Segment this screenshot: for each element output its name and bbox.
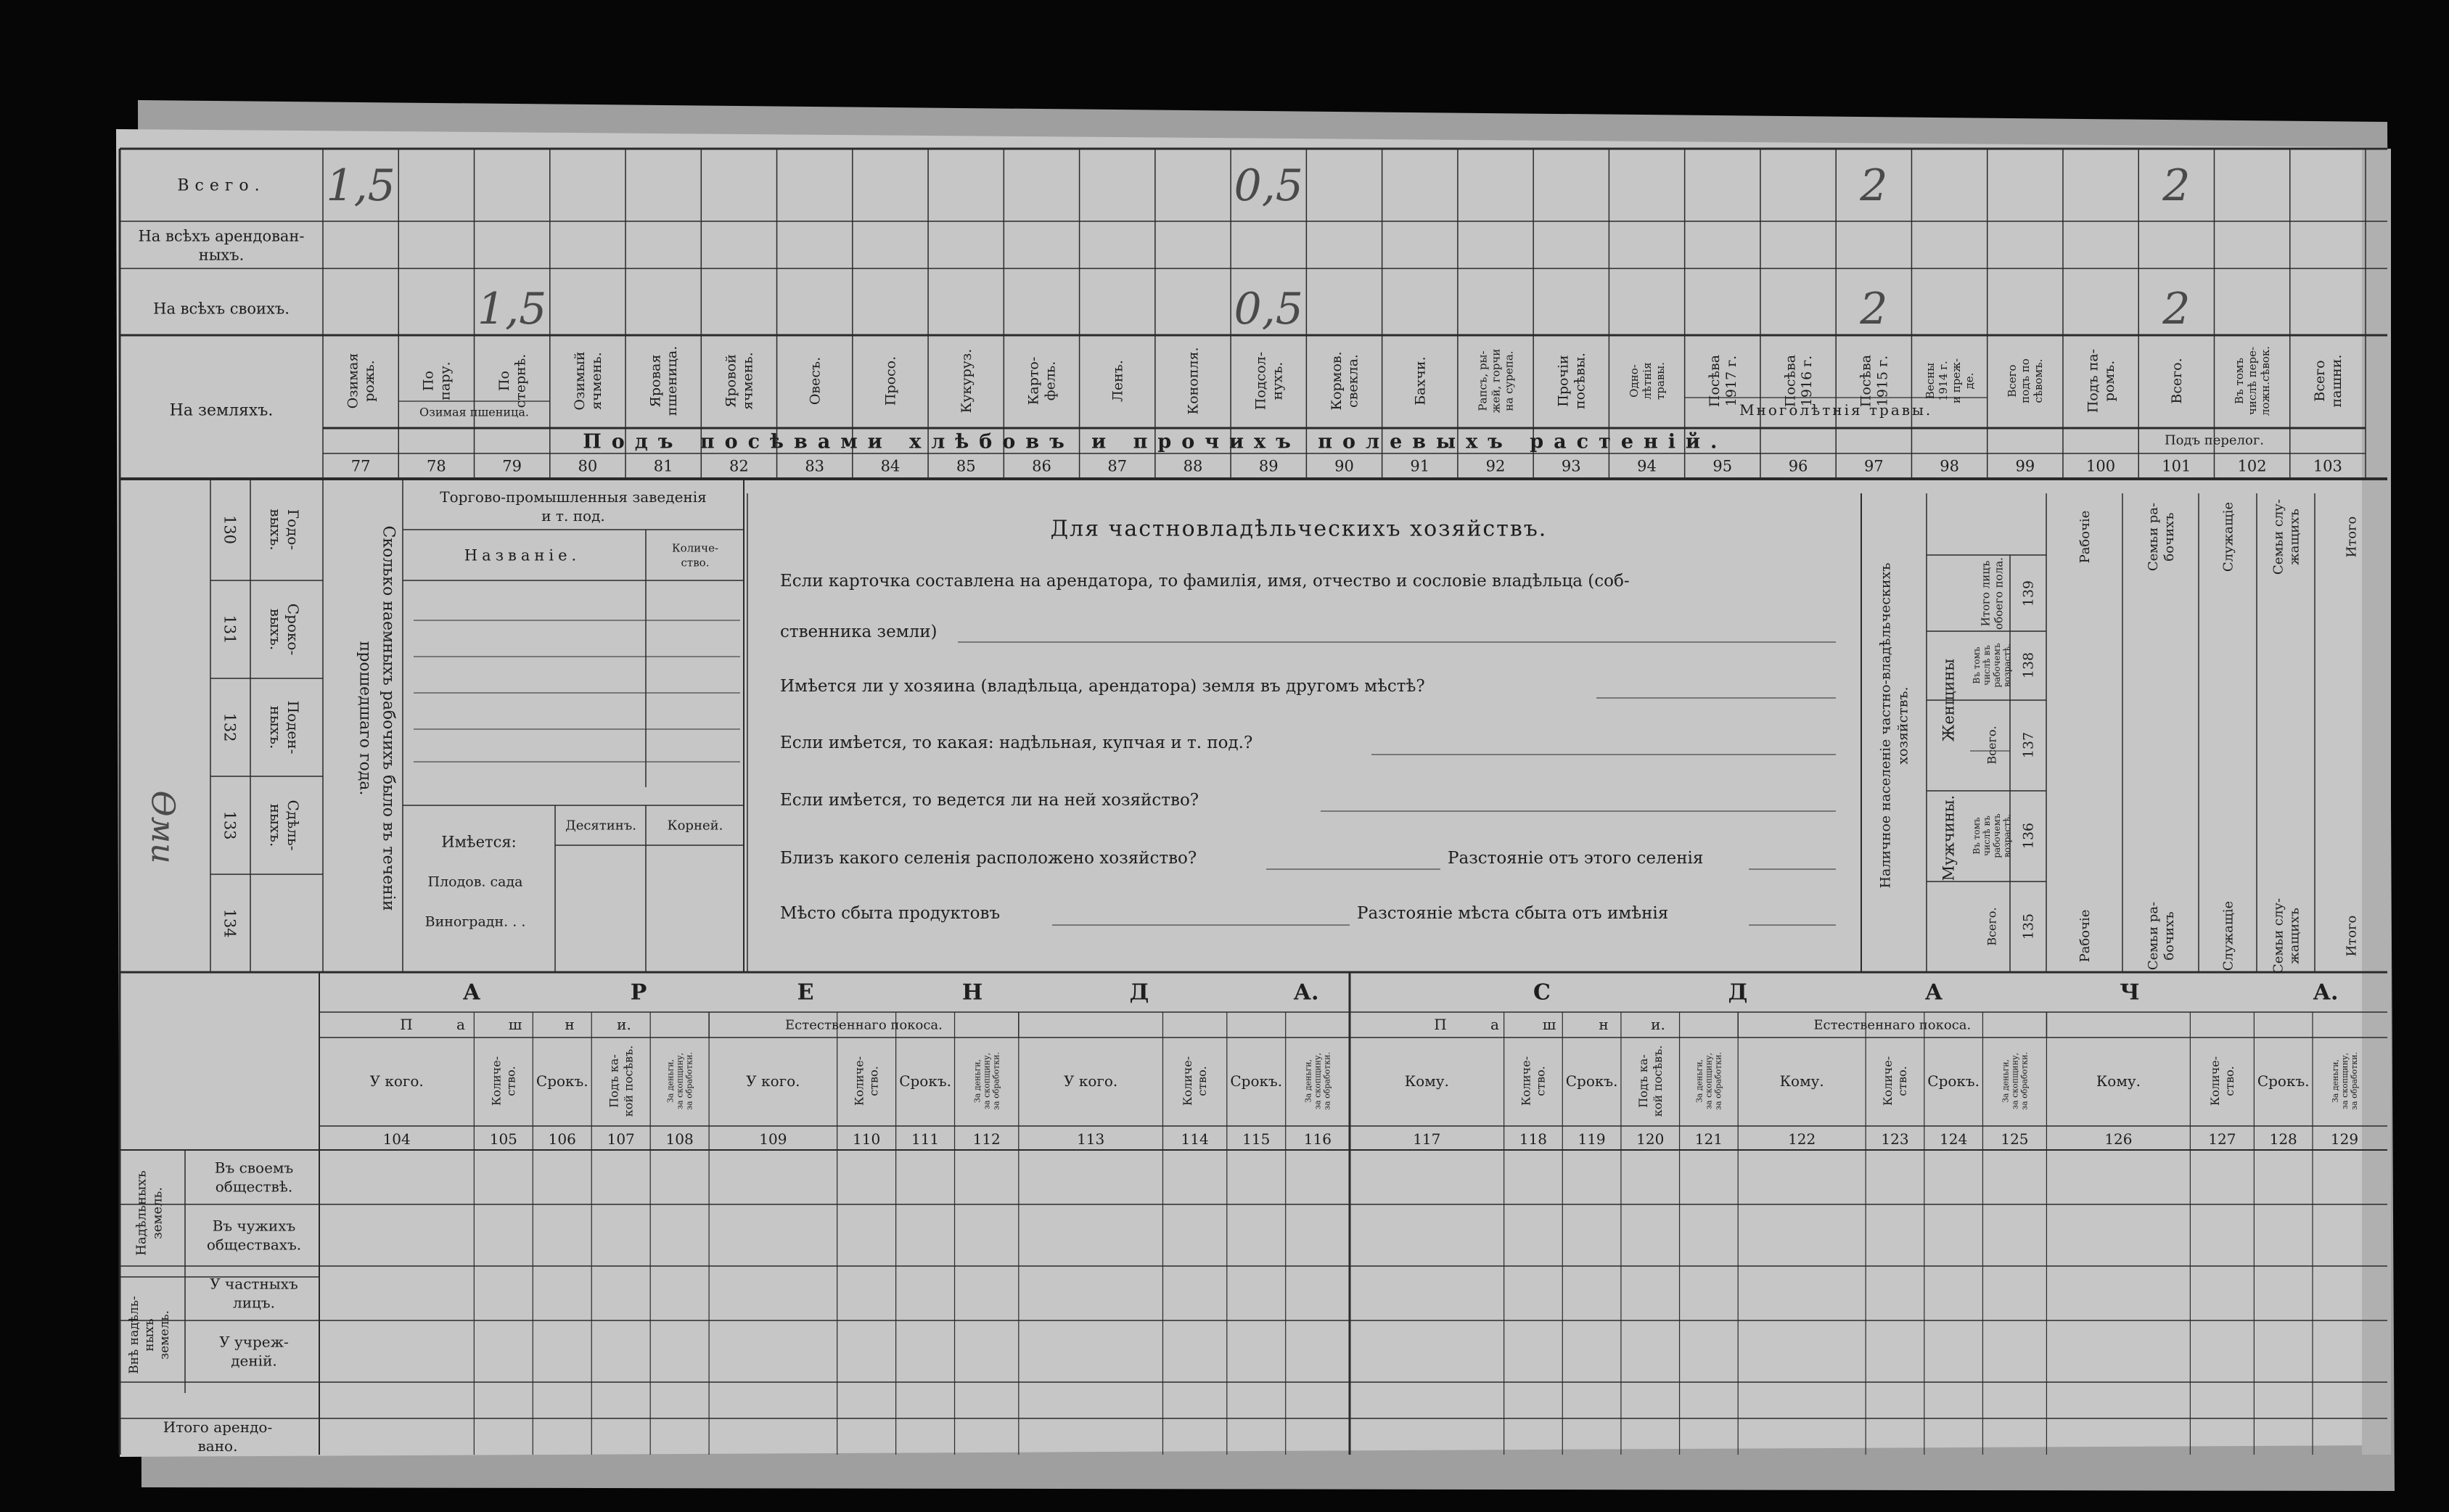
- arenda-col-head: Срокъ.: [1230, 1072, 1283, 1090]
- row-label: Въ чужихъ обществахъ.: [206, 1217, 302, 1254]
- col-num-87: 87: [1107, 457, 1128, 475]
- col-num-95: 95: [1712, 457, 1733, 475]
- arenda-letter: Н: [961, 979, 983, 1006]
- pop-col-bottom: Рабочіе: [2077, 909, 2093, 963]
- col-head-86: Карто-фель.: [1025, 356, 1059, 406]
- pop-num: 139: [2020, 580, 2037, 607]
- pokos-s: Естественнаго покоса.: [1813, 1017, 1972, 1033]
- arenda-col-num: 116: [1303, 1130, 1332, 1148]
- sdacha-col-num: 128: [2269, 1130, 2297, 1148]
- livestock-label: Годо-выхъ.: [267, 509, 302, 551]
- men-working: Въ томъчислѣ върабочемъвозрастѣ.: [1972, 813, 2013, 858]
- col-num-82: 82: [729, 457, 749, 475]
- desyatin-head: Десятинъ.: [565, 818, 636, 834]
- arenda-col-num: 112: [972, 1130, 1001, 1148]
- arenda-col-num: 107: [607, 1130, 635, 1148]
- arenda-col-num: 104: [382, 1130, 411, 1148]
- row-label-svoikh: На всѣхъ своихъ.: [153, 300, 290, 318]
- livestock-num: 134: [221, 908, 239, 938]
- col-num-78: 78: [427, 457, 446, 475]
- private-title: Для частновладѣльческихъ хозяйствъ.: [1050, 516, 1548, 542]
- row-label: У частныхъ лицъ.: [210, 1275, 298, 1312]
- col-head-92: Рапсъ, ры-жей, горчина сурепа.: [1476, 348, 1516, 414]
- col-num-102: 102: [2237, 457, 2267, 475]
- pop-num: 135: [2020, 913, 2037, 940]
- pashni-letter-s: П: [1434, 1016, 1447, 1033]
- sdacha-col-head: Количе-ство.: [1519, 1056, 1548, 1106]
- row-label-vsego: Всего.: [177, 176, 266, 195]
- row-label-na-zemlyakh: На земляхъ.: [169, 401, 274, 420]
- sdacha-letter: А: [1924, 979, 1943, 1006]
- sdacha-letter: С: [1533, 979, 1551, 1006]
- arenda-col-head: У кого.: [746, 1072, 800, 1090]
- vinograd-label: Виноградн. . .: [424, 913, 526, 930]
- col-num-96: 96: [1788, 457, 1808, 475]
- q-village: Близъ какого селенія расположено хозяйство?: [780, 849, 1197, 868]
- population-title: Наличное населеніе частно-владѣльческихъ хозяйствъ.: [1877, 562, 1911, 889]
- group-vne: Внѣ надѣль-ныхъземель.: [126, 1296, 172, 1374]
- col-head-83: Овесъ.: [807, 356, 824, 406]
- sdacha-letter: Ч: [2120, 979, 2140, 1006]
- pop-col-bottom: Семьи ра-бочихъ: [2145, 901, 2177, 971]
- women-working: Въ томъчислѣ върабочемъвозрастѣ.: [1972, 643, 2013, 688]
- sad-label: Плодов. сада: [427, 874, 523, 890]
- col-head-98: Весны1914 г.и преж-де.: [1923, 358, 1976, 404]
- arenda-col-head: Срокъ.: [899, 1072, 951, 1090]
- arenda-col-num: 114: [1181, 1130, 1209, 1148]
- row-label-arendovannykh: На всѣхъ арендован-ныхъ.: [138, 227, 305, 264]
- trade-qty-col: Количе-ство.: [671, 541, 719, 570]
- handwritten-value: 2: [2162, 284, 2191, 334]
- col-head-81: Яроваяпшеница.: [647, 345, 681, 416]
- sdacha-letter: А.: [2313, 979, 2339, 1006]
- sdacha-col-num: 120: [1636, 1130, 1665, 1148]
- livestock-num: 131: [221, 615, 239, 644]
- col-num-89: 89: [1258, 457, 1279, 475]
- col-head-79: Постернѣ.: [496, 353, 529, 408]
- col-num-77: 77: [350, 457, 371, 475]
- arenda-col-num: 113: [1077, 1130, 1105, 1148]
- arenda-col-head: Количе-ство.: [852, 1056, 881, 1106]
- handwritten-value: 0,5: [1234, 160, 1303, 211]
- col-num-99: 99: [2015, 457, 2035, 475]
- sdacha-col-num: 125: [2001, 1130, 2029, 1148]
- women-total: Всего.: [1985, 726, 1999, 765]
- col-head-101: Всего.: [2169, 358, 2186, 404]
- col-head-80: Озимыйячмень.: [572, 351, 604, 411]
- pashni-letter-a: и.: [617, 1016, 631, 1033]
- q-market: Мѣсто сбыта продуктовъ: [780, 904, 1001, 924]
- sdacha-col-num: 121: [1694, 1130, 1723, 1148]
- group-mnogoletnie: Многолѣтнія травы.: [1739, 401, 1933, 419]
- col-num-88: 88: [1183, 457, 1203, 475]
- col-num-94: 94: [1637, 457, 1657, 475]
- arenda-letter: Д: [1129, 979, 1149, 1006]
- pop-col-top: Семьи ра-бочихъ: [2145, 502, 2177, 572]
- sdacha-col-head: За деньги,за скопщину,за обработки.: [1694, 1052, 1723, 1110]
- sdacha-col-head: Срокъ.: [1565, 1072, 1618, 1090]
- sdacha-col-head: Срокъ.: [2257, 1072, 2310, 1090]
- col-num-103: 103: [2313, 457, 2342, 475]
- col-num-100: 100: [2086, 457, 2116, 475]
- arenda-col-num: 106: [548, 1130, 576, 1148]
- col-num-81: 81: [653, 457, 673, 475]
- sdacha-col-num: 118: [1519, 1130, 1548, 1148]
- col-head-90: Кормов.свекла.: [1328, 351, 1361, 411]
- col-num-90: 90: [1334, 457, 1354, 475]
- col-num-101: 101: [2162, 457, 2191, 475]
- band-title: Подъ посѣвами хлѣбовъ и прочихъ полевыхъ растеній.: [583, 430, 1728, 453]
- men-label: Мужчины.: [1940, 794, 1958, 882]
- handwritten-value: 1,5: [326, 160, 395, 211]
- row-label: У учреж-деній.: [219, 1333, 289, 1370]
- sdacha-col-num: 117: [1413, 1130, 1441, 1148]
- col-head-96: Посѣва1916 г.: [1782, 354, 1816, 408]
- sdacha-col-num: 123: [1881, 1130, 1909, 1148]
- arenda-col-num: 108: [665, 1130, 694, 1148]
- col-num-79: 79: [502, 457, 522, 475]
- arenda-col-num: 109: [759, 1130, 787, 1148]
- group-perelog: Подъ перелог.: [2164, 432, 2265, 448]
- arenda-col-head: У кого.: [369, 1072, 424, 1090]
- q-owner: Если карточка составлена на арендатора, то фамилія, имя, отчество и сословіе владѣльца (соб-: [780, 572, 1630, 591]
- handwritten-value: 2: [2162, 160, 2191, 211]
- sdacha-col-num: 127: [2208, 1130, 2236, 1148]
- col-head-97: Посѣва1915 г.: [1858, 354, 1891, 408]
- arenda-letter: А: [462, 979, 481, 1006]
- col-head-93: Прочіипосѣвы.: [1555, 352, 1588, 410]
- men-total: Всего.: [1985, 907, 1999, 946]
- col-num-86: 86: [1032, 457, 1051, 475]
- q-other-land: Имѣется ли у хозяина (владѣльца, арендатора) земля въ другомъ мѣстѣ?: [780, 677, 1425, 697]
- q-owner-2: ственника земли): [780, 623, 938, 642]
- col-num-80: 80: [578, 457, 598, 475]
- col-head-89: Подсол-нухъ.: [1252, 351, 1286, 411]
- pashni-letter-a: н: [565, 1016, 575, 1033]
- col-head-100: Подъ па-ромъ.: [2085, 348, 2118, 414]
- sdacha-letter: Д: [1728, 979, 1748, 1006]
- livestock-label: Сдѣль-ныхъ.: [267, 800, 302, 851]
- handwritten-value: 2: [1860, 284, 1888, 334]
- pashni-letter-a: П: [400, 1016, 413, 1033]
- col-head-95: Посѣва1917 г.: [1707, 354, 1739, 408]
- pop-num: 138: [2020, 652, 2037, 679]
- col-num-91: 91: [1410, 457, 1430, 475]
- row-label: Въ своемъ обществѣ.: [214, 1159, 294, 1196]
- col-head-99: Всегоподъ посѣвомъ.: [2006, 358, 2046, 403]
- arenda-col-num: 110: [853, 1130, 881, 1148]
- pop-col-bottom: Служащіе: [2220, 900, 2236, 971]
- livestock-num: 130: [221, 514, 239, 545]
- arenda-col-num: 105: [489, 1130, 517, 1148]
- col-num-93: 93: [1561, 457, 1581, 475]
- arenda-letter: Е: [797, 979, 814, 1006]
- pashni-letter-a: ш: [508, 1016, 522, 1033]
- pop-col-bottom: Итого: [2344, 915, 2360, 957]
- pokos-a: Естественнаго покоса.: [785, 1017, 943, 1033]
- col-head-103: Всегопашни.: [2312, 354, 2345, 408]
- col-num-97: 97: [1863, 457, 1884, 475]
- arenda-col-head: Количе-ство.: [1181, 1056, 1210, 1106]
- sdacha-col-head: За деньги,за скопщину,за обработки.: [2330, 1052, 2359, 1110]
- handwritten-value: 0,5: [1234, 284, 1303, 334]
- col-head-94: Одно-лѣтніятравы.: [1627, 362, 1667, 400]
- sdacha-col-head: Кому.: [2096, 1072, 2141, 1090]
- sdacha-col-num: 124: [1940, 1130, 1968, 1148]
- sdacha-col-num: 122: [1788, 1130, 1816, 1148]
- arenda-col-head: У кого.: [1064, 1072, 1118, 1090]
- arenda-col-num: 115: [1242, 1130, 1271, 1148]
- sdacha-col-head: Кому.: [1779, 1072, 1824, 1090]
- livestock-label: Сроко-выхъ.: [267, 603, 302, 656]
- col-head-82: Яровойячмень.: [723, 352, 756, 410]
- col-head-87: Ленъ.: [1109, 360, 1126, 402]
- pashni-letter-a: а: [456, 1016, 465, 1033]
- arenda-col-head: Подъ ка-кой посѣвъ.: [607, 1045, 636, 1117]
- q-village-dist: Разстояніе отъ этого селенія: [1448, 849, 1704, 868]
- q-farming: Если имѣется, то ведется ли на ней хозяйство?: [780, 791, 1199, 810]
- col-head-85: Кукуруз.: [958, 348, 975, 414]
- arenda-col-num: 111: [911, 1130, 940, 1148]
- col-num-98: 98: [1940, 457, 1959, 475]
- korney-head: Корней.: [667, 818, 723, 834]
- col-num-85: 85: [956, 457, 976, 475]
- pashni-letter-s: и.: [1651, 1016, 1665, 1033]
- sdacha-col-num: 126: [2104, 1130, 2133, 1148]
- handwritten-value: 2: [1860, 160, 1888, 211]
- col-head-77: Озимаярожь.: [345, 353, 378, 409]
- arenda-letter: А.: [1293, 979, 1319, 1006]
- pop-col-top: Итого: [2344, 516, 2360, 558]
- pashni-letter-s: а: [1490, 1016, 1499, 1033]
- sdacha-col-head: Срокъ.: [1927, 1072, 1980, 1090]
- col-num-84: 84: [880, 457, 901, 475]
- pashni-letter-s: ш: [1542, 1016, 1556, 1033]
- group-nadel: Надѣльныхъземель.: [134, 1170, 165, 1256]
- col-num-83: 83: [805, 457, 825, 475]
- imeetsya-label: Имѣется:: [441, 833, 517, 851]
- arenda-col-head: За деньги,за скопщину,за обработки.: [665, 1052, 694, 1110]
- arenda-col-head: За деньги,за скопщину,за обработки.: [972, 1052, 1001, 1110]
- margin-mark: Ѳми: [144, 790, 181, 864]
- arenda-col-head: Количе-ство.: [489, 1056, 518, 1106]
- livestock-num: 133: [221, 810, 239, 840]
- sdacha-col-head: Подъ ка-кой посѣвъ.: [1636, 1045, 1665, 1117]
- livestock-num: 132: [221, 712, 239, 742]
- col-num-92: 92: [1485, 457, 1506, 475]
- col-head-91: Бахчи.: [1412, 356, 1429, 406]
- arenda-col-head: Срокъ.: [536, 1072, 588, 1090]
- col-head-102: Въ томъчислѣ пере-ложн.сѣвок.: [2232, 345, 2272, 416]
- pop-num: 137: [2020, 731, 2037, 759]
- trade-name-col: Названіе.: [464, 546, 581, 564]
- workers-question: Сколько наемныхъ рабочихъ было въ теченіипрошедшаго года.: [356, 525, 398, 911]
- handwritten-value: 1,5: [477, 284, 547, 334]
- col-head-88: Конопля.: [1185, 347, 1202, 415]
- pop-col-bottom: Семьи слу-жащихъ: [2270, 897, 2302, 974]
- sdacha-col-num: 119: [1578, 1130, 1606, 1148]
- sdacha-col-head: За деньги,за скопщину,за обработки.: [2001, 1052, 2030, 1110]
- women-label: Женщины: [1940, 658, 1958, 742]
- col-head-78: Попару.: [420, 361, 454, 400]
- sdacha-col-head: Количе-ство.: [1881, 1056, 1910, 1106]
- pop-num: 136: [2020, 822, 2037, 850]
- livestock-label: Поден-ныхъ.: [267, 700, 302, 755]
- sdacha-col-head: Кому.: [1404, 1072, 1449, 1090]
- arenda-col-head: За деньги,за скопщину,за обработки.: [1303, 1052, 1332, 1110]
- q-land-type: Если имѣется, то какая: надѣльная, купчая и т. под.?: [780, 734, 1253, 753]
- col-head-84: Просо.: [882, 356, 899, 406]
- itogo-label: Итого арендо-вано.: [163, 1418, 273, 1455]
- group-ozimaya: Озимая пшеница.: [419, 405, 529, 419]
- pashni-letter-s: н: [1599, 1016, 1609, 1033]
- both-sex: Итого лицъобоего пола.: [1979, 557, 2006, 630]
- sdacha-col-head: Количе-ство.: [2207, 1056, 2236, 1106]
- pop-col-top: Рабочіе: [2077, 510, 2093, 564]
- arenda-letter: Р: [630, 979, 647, 1006]
- q-market-dist: Разстояніе мѣста сбыта отъ имѣнія: [1357, 904, 1669, 924]
- pop-col-top: Служащіе: [2220, 501, 2236, 572]
- trade-title: Торгово-промышленныя заведенія и т. под.: [440, 488, 707, 525]
- sdacha-col-num: 129: [2330, 1130, 2359, 1148]
- pop-col-top: Семьи слу-жащихъ: [2270, 498, 2302, 575]
